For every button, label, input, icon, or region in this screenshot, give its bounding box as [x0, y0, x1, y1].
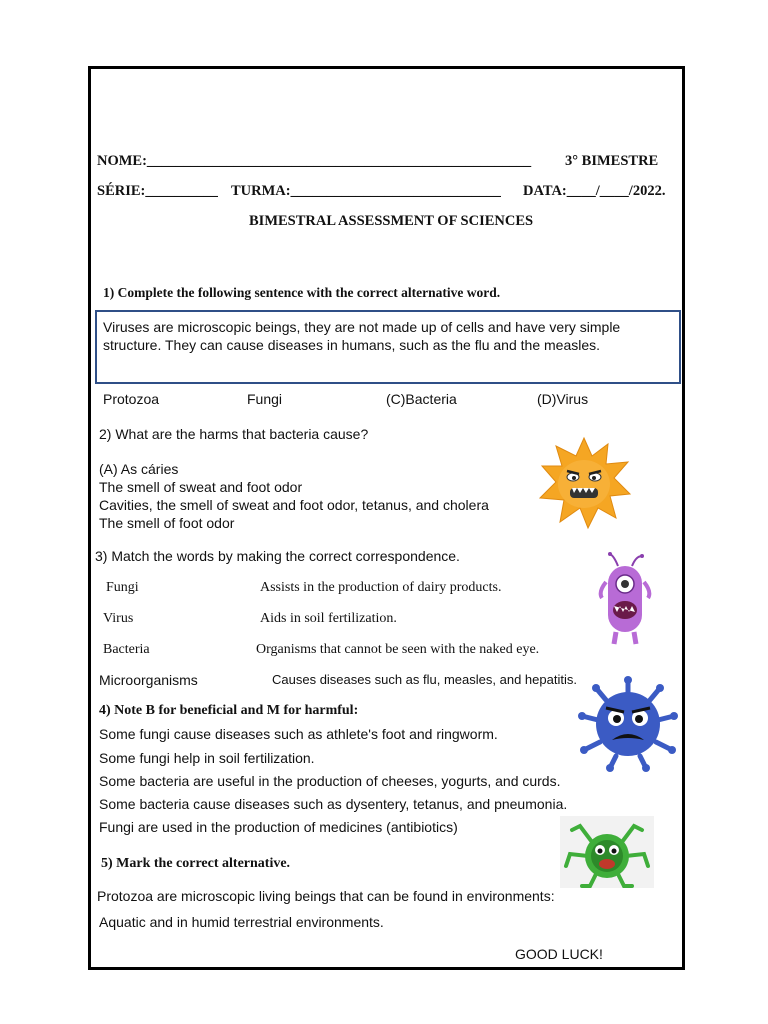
q4-item-2: Some fungi help in soil fertilization.	[99, 750, 315, 766]
q5-statement: Protozoa are microscopic living beings that can be found in environments:	[97, 888, 555, 904]
orange-germ-illustration	[536, 436, 632, 530]
q1-option-c[interactable]: (C)Bacteria	[386, 391, 457, 407]
bimestre-label: 3° BIMESTRE	[565, 153, 659, 169]
passage-text: Viruses are microscopic beings, they are not made up of cells and have very simple structure. They can cause diseases in humans, such as the flu and the measles.	[103, 319, 621, 353]
q5-option-a[interactable]: Aquatic and in humid terrestrial environments.	[99, 914, 384, 930]
data-field-label: DATA:____/____/2022.	[523, 183, 666, 199]
serie-field-label: SÉRIE:__________	[97, 183, 218, 199]
question-1-prompt: 1) Complete the following sentence with the correct alternative word.	[103, 285, 501, 300]
q1-option-a[interactable]: Protozoa	[103, 391, 160, 407]
purple-germ-illustration	[596, 552, 654, 646]
q1-option-b[interactable]: Fungi	[247, 391, 283, 407]
q2-option-a[interactable]: (A) As cáries	[99, 461, 179, 477]
nome-field-label: NOME:_____________________________________________________	[97, 153, 532, 169]
q1-option-d[interactable]: (D)Virus	[537, 391, 589, 407]
match-left-1: Fungi	[106, 580, 139, 595]
q2-option-b[interactable]: The smell of sweat and foot odor	[99, 479, 303, 495]
match-right-1: Assists in the production of dairy products.	[260, 580, 502, 595]
question-3-prompt: 3) Match the words by making the correct correspondence.	[95, 548, 460, 564]
turma-field-label: TURMA:_____________________________	[231, 183, 501, 199]
blue-germ-illustration	[576, 676, 680, 772]
match-right-3: Organisms that cannot be seen with the naked eye.	[256, 642, 540, 657]
question-2-prompt: 2) What are the harms that bacteria cause?	[99, 426, 369, 442]
question-5-prompt: 5) Mark the correct alternative.	[101, 856, 291, 871]
q4-item-3: Some bacteria are useful in the production of cheeses, yogurts, and curds.	[99, 773, 561, 789]
good-luck-text: GOOD LUCK!	[515, 946, 603, 962]
q2-option-c[interactable]: Cavities, the smell of sweat and foot odor, tetanus, and cholera	[99, 497, 489, 513]
q4-item-1: Some fungi cause diseases such as athlete's foot and ringworm.	[99, 726, 498, 742]
q2-option-d[interactable]: The smell of foot odor	[99, 515, 235, 531]
match-right-4: Causes diseases such as flu, measles, and hepatitis.	[272, 672, 577, 687]
green-germ-illustration	[560, 816, 654, 888]
match-left-2: Virus	[103, 611, 134, 626]
match-left-4: Microorganisms	[99, 672, 198, 688]
match-right-2: Aids in soil fertilization.	[260, 611, 397, 626]
page-title: BIMESTRAL ASSESSMENT OF SCIENCES	[249, 213, 534, 229]
q4-item-4: Some bacteria cause diseases such as dysentery, tetanus, and pneumonia.	[99, 796, 568, 812]
question-4-prompt: 4) Note B for beneficial and M for harmful:	[99, 703, 359, 718]
match-left-3: Bacteria	[103, 642, 150, 657]
q4-item-5: Fungi are used in the production of medicines (antibiotics)	[99, 819, 458, 835]
